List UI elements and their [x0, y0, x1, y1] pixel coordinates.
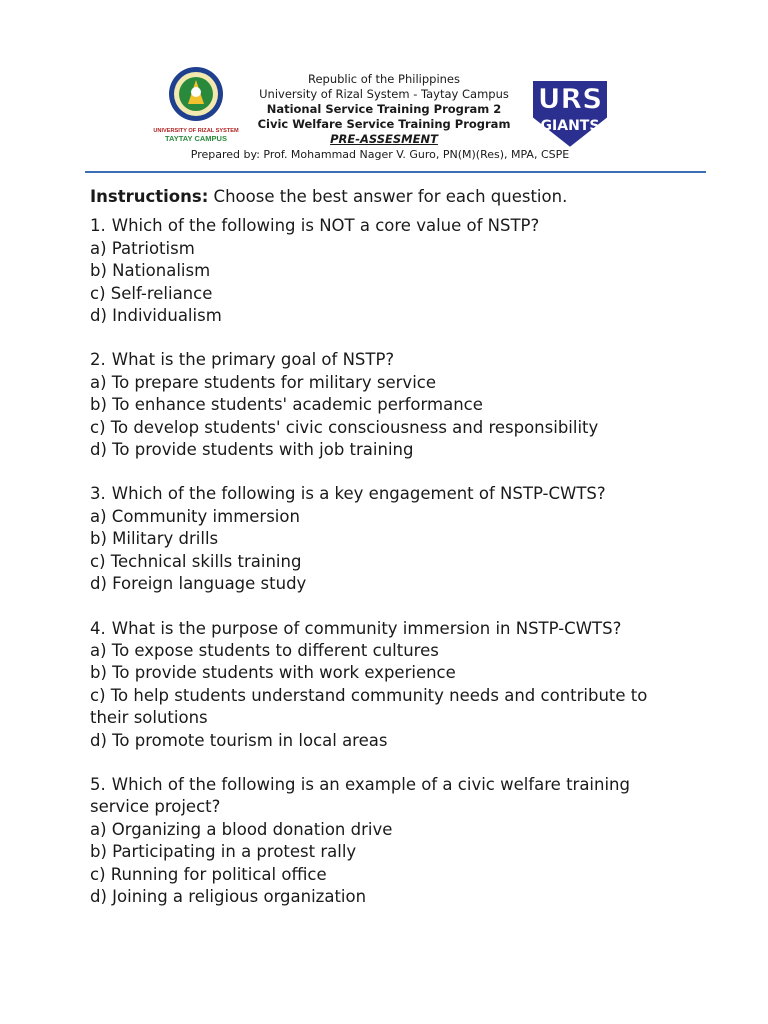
answer-option: c) To help students understand community needs and contribute to their solutions	[90, 685, 648, 728]
answer-option: c) Running for political office	[90, 864, 327, 884]
question-number: 5.	[90, 774, 106, 794]
question-stem: Which of the following is a key engagement of NSTP-CWTS?	[111, 484, 606, 504]
header-subprogram: Civic Welfare Service Training Program	[257, 117, 511, 131]
question-4	[90, 618, 690, 752]
answer-option: d) To promote tourism in local areas	[90, 730, 388, 750]
header-divider	[85, 171, 706, 173]
university-seal-logo	[146, 64, 246, 148]
answer-option: a) Patriotism	[90, 238, 195, 258]
answer-option: d) Joining a religious organization	[90, 886, 367, 906]
urs-giants-logo	[524, 72, 616, 152]
instructions-text: Choose the best answer for each question.	[208, 187, 568, 206]
question-text	[90, 774, 690, 819]
question-stem: What is the purpose of community immersion in NSTP-CWTS?	[111, 618, 622, 638]
question-text	[90, 618, 690, 640]
answer-option: d) To provide students with job training	[90, 440, 414, 460]
answer-option: b) To enhance students' academic performance	[90, 395, 483, 415]
question-number: 3.	[90, 484, 106, 504]
header-republic: Republic of the Philippines	[307, 72, 461, 86]
answer-option: a) To prepare students for military service	[90, 372, 437, 392]
instructions	[90, 186, 690, 208]
document-header	[0, 0, 768, 175]
question-stem: Which of the following is an example of a civic welfare training service project?	[90, 774, 630, 817]
question-5	[90, 774, 690, 908]
question-number: 2.	[90, 350, 106, 370]
question-text	[90, 349, 690, 371]
question-stem: What is the primary goal of NSTP?	[111, 350, 395, 370]
header-university: University of Rizal System - Taytay Campus	[259, 87, 509, 101]
header-text-block	[252, 72, 516, 147]
instructions-label: Instructions:	[90, 187, 209, 206]
answer-option: b) Military drills	[90, 529, 219, 549]
answer-option: b) Nationalism	[90, 261, 211, 281]
question-text	[90, 215, 690, 237]
document-body	[90, 186, 690, 930]
question-number: 4.	[90, 618, 106, 638]
seal-text-2: TAYTAY CAMPUS	[165, 134, 227, 143]
question-2	[90, 349, 690, 461]
answer-option: c) Self-reliance	[90, 283, 213, 303]
answer-option: c) Technical skills training	[90, 551, 302, 571]
answer-option: a) Community immersion	[90, 506, 300, 526]
answer-option: a) To expose students to different cultures	[90, 640, 439, 660]
header-assessment-title: PRE-ASSESMENT	[330, 132, 438, 146]
answer-option: c) To develop students' civic consciousness and responsibility	[90, 417, 599, 437]
question-1	[90, 215, 690, 327]
logo-text-giants: GIANTS	[540, 118, 600, 134]
answer-option: b) Participating in a protest rally	[90, 842, 357, 862]
answer-option: a) Organizing a blood donation drive	[90, 819, 393, 839]
logo-text-urs: URS	[537, 82, 603, 115]
answer-option: d) Foreign language study	[90, 574, 307, 594]
answer-option: d) Individualism	[90, 306, 222, 326]
prepared-by: Prepared by: Prof. Mohammad Nager V. Guro, PN(M)(Res), MPA, CSPE	[190, 148, 570, 161]
question-text	[90, 483, 690, 505]
answer-option: b) To provide students with work experience	[90, 663, 456, 683]
question-3	[90, 483, 690, 595]
seal-text-1: UNIVERSITY OF RIZAL SYSTEM	[153, 128, 239, 134]
question-stem: Which of the following is NOT a core value of NSTP?	[111, 216, 540, 236]
header-program: National Service Training Program 2	[266, 102, 502, 116]
question-number: 1.	[90, 216, 106, 236]
